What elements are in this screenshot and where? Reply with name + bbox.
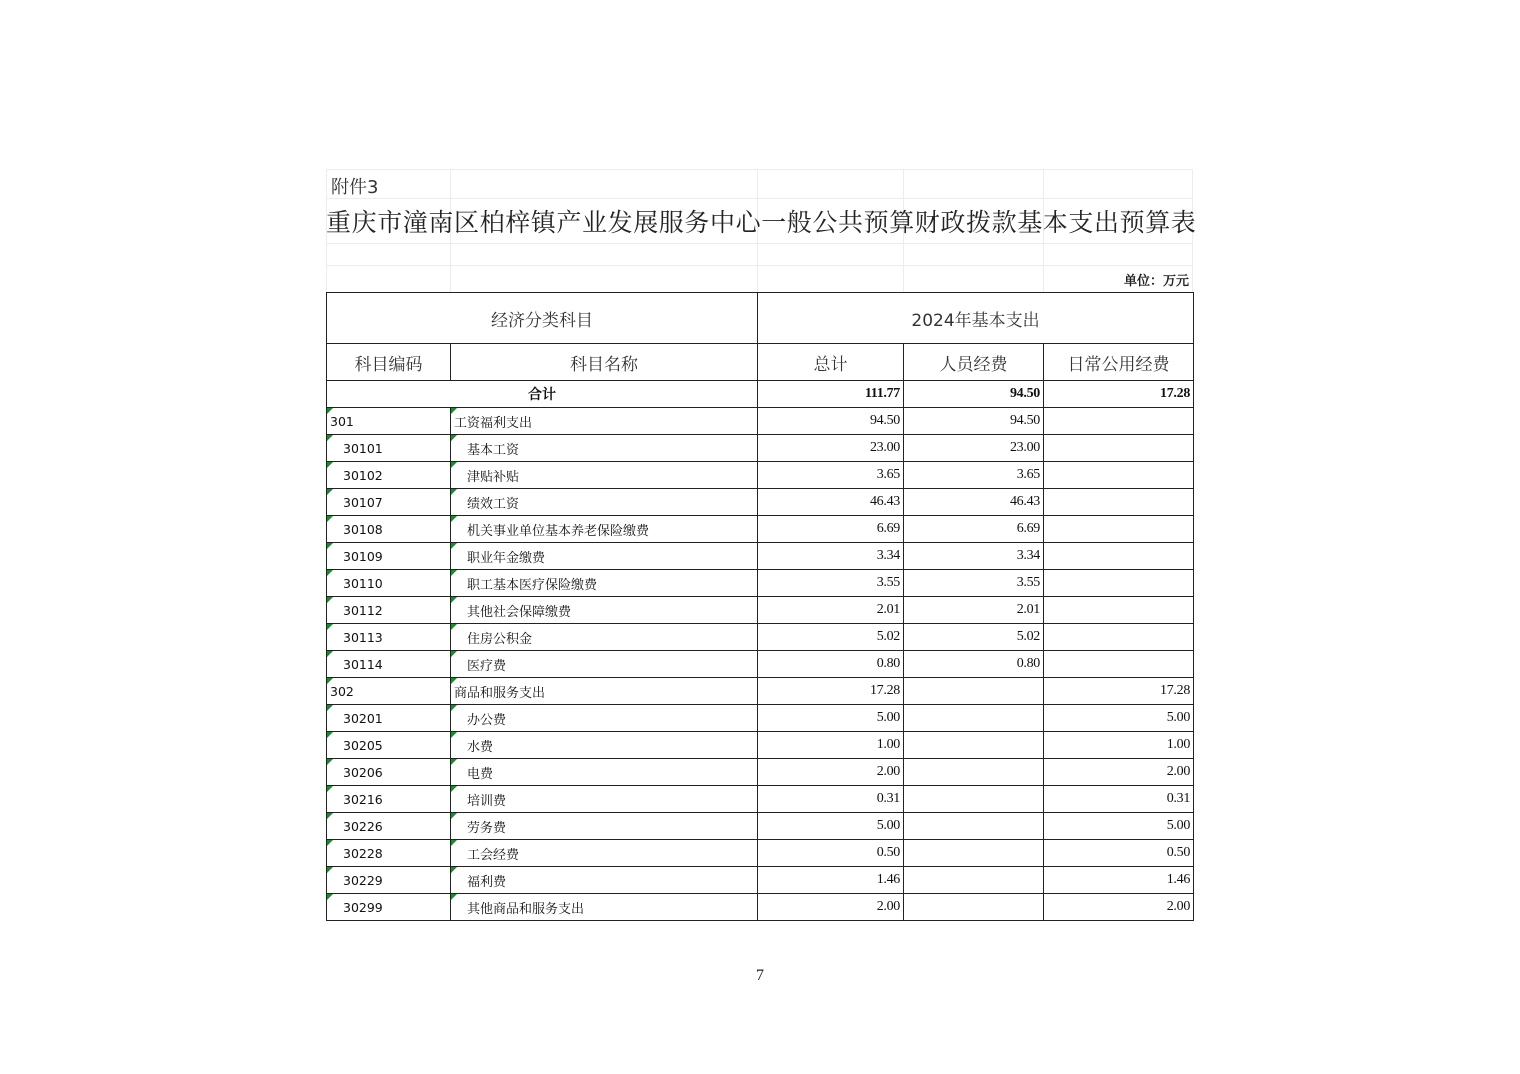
row-daily: 5.00 <box>1044 813 1194 840</box>
table-row <box>327 408 1194 435</box>
table-row <box>327 651 1194 678</box>
table-row <box>327 570 1194 597</box>
row-name: 工会经费 <box>451 840 758 867</box>
table-row <box>327 678 1194 705</box>
grid-line <box>326 243 1193 244</box>
row-name: 工资福利支出 <box>451 408 758 435</box>
row-name: 其他社会保障缴费 <box>451 597 758 624</box>
header-row-columns <box>327 344 1194 381</box>
row-personnel: 46.43 <box>904 489 1044 516</box>
total-personnel: 94.50 <box>904 381 1044 408</box>
row-code: 30201 <box>327 705 451 732</box>
table-row <box>327 597 1194 624</box>
row-personnel <box>904 813 1044 840</box>
row-code: 30112 <box>327 597 451 624</box>
table-row <box>327 435 1194 462</box>
row-name: 医疗费 <box>451 651 758 678</box>
header-daily: 日常公用经费 <box>1044 344 1194 381</box>
row-total: 5.02 <box>758 624 904 651</box>
row-name: 培训费 <box>451 786 758 813</box>
table-row <box>327 867 1194 894</box>
table-row <box>327 759 1194 786</box>
row-code: 30299 <box>327 894 451 921</box>
document-title: 重庆市潼南区柏梓镇产业发展服务中心一般公共预算财政拨款基本支出预算表 <box>326 208 1197 237</box>
header-code: 科目编码 <box>327 344 451 381</box>
page-number: 7 <box>756 967 764 984</box>
row-personnel: 3.55 <box>904 570 1044 597</box>
row-personnel: 94.50 <box>904 408 1044 435</box>
row-daily <box>1044 651 1194 678</box>
row-personnel <box>904 705 1044 732</box>
row-code: 30205 <box>327 732 451 759</box>
row-code: 30216 <box>327 786 451 813</box>
row-personnel <box>904 894 1044 921</box>
table-row <box>327 813 1194 840</box>
row-code: 30109 <box>327 543 451 570</box>
row-total: 6.69 <box>758 516 904 543</box>
row-personnel: 3.34 <box>904 543 1044 570</box>
row-name: 水费 <box>451 732 758 759</box>
table-row <box>327 624 1194 651</box>
row-name: 绩效工资 <box>451 489 758 516</box>
row-daily: 2.00 <box>1044 894 1194 921</box>
row-name: 津贴补贴 <box>451 462 758 489</box>
row-daily: 1.00 <box>1044 732 1194 759</box>
row-total: 1.00 <box>758 732 904 759</box>
row-daily <box>1044 516 1194 543</box>
grid-line <box>326 265 1193 266</box>
row-code: 30102 <box>327 462 451 489</box>
row-daily: 0.50 <box>1044 840 1194 867</box>
row-code: 30108 <box>327 516 451 543</box>
row-name: 劳务费 <box>451 813 758 840</box>
row-code: 302 <box>327 678 451 705</box>
row-code: 30226 <box>327 813 451 840</box>
row-daily: 17.28 <box>1044 678 1194 705</box>
header-total: 总计 <box>758 344 904 381</box>
row-daily <box>1044 543 1194 570</box>
table-row <box>327 705 1194 732</box>
row-daily: 1.46 <box>1044 867 1194 894</box>
row-name: 职业年金缴费 <box>451 543 758 570</box>
row-name: 机关事业单位基本养老保险缴费 <box>451 516 758 543</box>
row-personnel: 0.80 <box>904 651 1044 678</box>
row-total: 5.00 <box>758 813 904 840</box>
table-row <box>327 489 1194 516</box>
header-personnel: 人员经费 <box>904 344 1044 381</box>
row-total: 0.31 <box>758 786 904 813</box>
table-row <box>327 543 1194 570</box>
header-row-group <box>327 293 1194 344</box>
row-code: 30113 <box>327 624 451 651</box>
row-code: 301 <box>327 408 451 435</box>
row-total: 23.00 <box>758 435 904 462</box>
header-year-basic: 2024年基本支出 <box>758 293 1194 344</box>
row-name: 办公费 <box>451 705 758 732</box>
row-code: 30101 <box>327 435 451 462</box>
row-total: 17.28 <box>758 678 904 705</box>
row-total: 5.00 <box>758 705 904 732</box>
row-total: 2.00 <box>758 759 904 786</box>
row-personnel: 6.69 <box>904 516 1044 543</box>
row-code: 30107 <box>327 489 451 516</box>
grid-line <box>326 198 1193 199</box>
row-daily <box>1044 435 1194 462</box>
row-daily <box>1044 462 1194 489</box>
total-sum: 111.77 <box>758 381 904 408</box>
row-personnel: 5.02 <box>904 624 1044 651</box>
header-econ-class: 经济分类科目 <box>327 293 758 344</box>
row-code: 30110 <box>327 570 451 597</box>
total-daily: 17.28 <box>1044 381 1194 408</box>
table-row <box>327 462 1194 489</box>
row-name: 职工基本医疗保险缴费 <box>451 570 758 597</box>
row-personnel <box>904 840 1044 867</box>
row-code: 30206 <box>327 759 451 786</box>
row-personnel <box>904 732 1044 759</box>
row-total: 1.46 <box>758 867 904 894</box>
row-code: 30229 <box>327 867 451 894</box>
table-row <box>327 516 1194 543</box>
attachment-label: 附件3 <box>331 177 379 198</box>
row-personnel: 23.00 <box>904 435 1044 462</box>
budget-table <box>326 292 1194 921</box>
row-name: 其他商品和服务支出 <box>451 894 758 921</box>
row-daily: 0.31 <box>1044 786 1194 813</box>
row-daily: 2.00 <box>1044 759 1194 786</box>
row-total: 2.01 <box>758 597 904 624</box>
header-name: 科目名称 <box>451 344 758 381</box>
row-total: 0.50 <box>758 840 904 867</box>
row-daily <box>1044 624 1194 651</box>
row-name: 电费 <box>451 759 758 786</box>
grid-line <box>326 169 1193 170</box>
row-personnel: 3.65 <box>904 462 1044 489</box>
row-total: 2.00 <box>758 894 904 921</box>
row-daily: 5.00 <box>1044 705 1194 732</box>
row-personnel <box>904 759 1044 786</box>
row-name: 商品和服务支出 <box>451 678 758 705</box>
row-daily <box>1044 570 1194 597</box>
row-personnel <box>904 867 1044 894</box>
row-daily <box>1044 408 1194 435</box>
table-row <box>327 786 1194 813</box>
row-daily <box>1044 489 1194 516</box>
row-name: 基本工资 <box>451 435 758 462</box>
row-name: 住房公积金 <box>451 624 758 651</box>
row-total: 0.80 <box>758 651 904 678</box>
row-total: 3.34 <box>758 543 904 570</box>
row-code: 30228 <box>327 840 451 867</box>
row-personnel <box>904 678 1044 705</box>
row-personnel: 2.01 <box>904 597 1044 624</box>
unit-label: 单位：万元 <box>1123 274 1189 289</box>
total-row <box>327 381 1194 408</box>
row-total: 94.50 <box>758 408 904 435</box>
row-code: 30114 <box>327 651 451 678</box>
row-total: 46.43 <box>758 489 904 516</box>
total-label: 合计 <box>327 381 758 408</box>
row-name: 福利费 <box>451 867 758 894</box>
row-total: 3.65 <box>758 462 904 489</box>
row-total: 3.55 <box>758 570 904 597</box>
table-row <box>327 840 1194 867</box>
row-personnel <box>904 786 1044 813</box>
row-daily <box>1044 597 1194 624</box>
table-row <box>327 732 1194 759</box>
table-row <box>327 894 1194 921</box>
